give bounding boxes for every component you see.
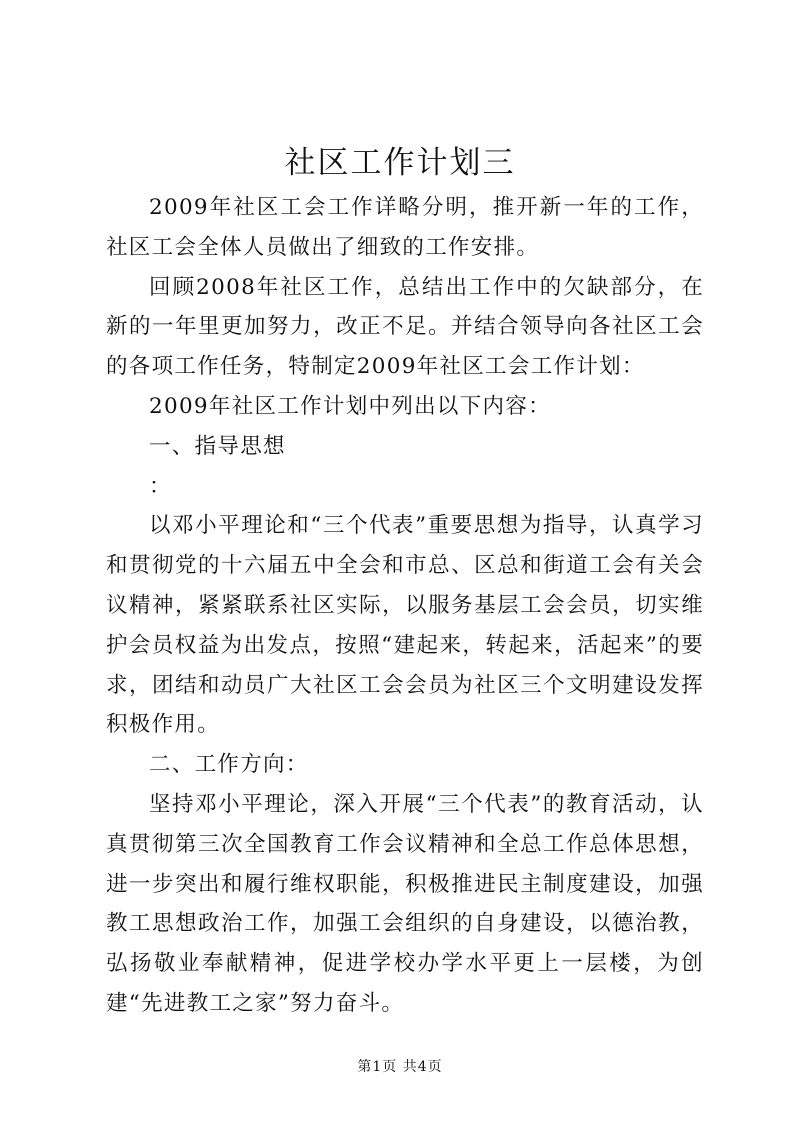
paragraph-plan-list: 2009年社区工作计划中列出以下内容： [149, 393, 551, 419]
paragraph-review: 回顾2008年社区工作，总结出工作中的欠缺部分，在新的一年里更加努力，改正不足。并结合领导向各社区工会的各项工作任务，特制定2009年社区工会工作计划： [106, 274, 704, 380]
page-footer: 第1页 共4页 [357, 1059, 443, 1075]
paragraph-colon: ： [149, 473, 172, 499]
document-body [106, 188, 704, 1024]
paragraph-intro: 2009年社区工会工作详略分明，推开新一年的工作，社区工会全体人员做出了细致的工作安排。 [106, 195, 704, 260]
section-heading-work-direction: 二、工作方向： [149, 752, 309, 778]
paragraph-guiding-thought: 以邓小平理论和“三个代表”重要思想为指导，认真学习和贯彻党的十六届五中全会和市总、区总和街道工会有关会议精神，紧紧联系社区实际，以服务基层工会会员，切实维护会员权益为出发点，按照“建起来，转起来，活起来”的要求，团结和动员广大社区工会会员为社区三个文明建设发挥积极作用。 [106, 513, 704, 738]
paragraph-work-direction: 坚持邓小平理论，深入开展“三个代表”的教育活动，认真贯彻第三次全国教育工作会议精神和全总工作总体思想，进一步突出和履行维权职能，积极推进民主制度建设，加强教工思想政治工作，加强工会组织的自身建设，以德治教，弘扬敬业奉献精神，促进学校办学水平更上一层楼，为创建“先进教工之家”努力奋斗。 [106, 791, 704, 1016]
section-heading-guiding-thought: 一、指导思想 [149, 433, 286, 459]
page-title: 社区工作计划三 [284, 145, 516, 181]
